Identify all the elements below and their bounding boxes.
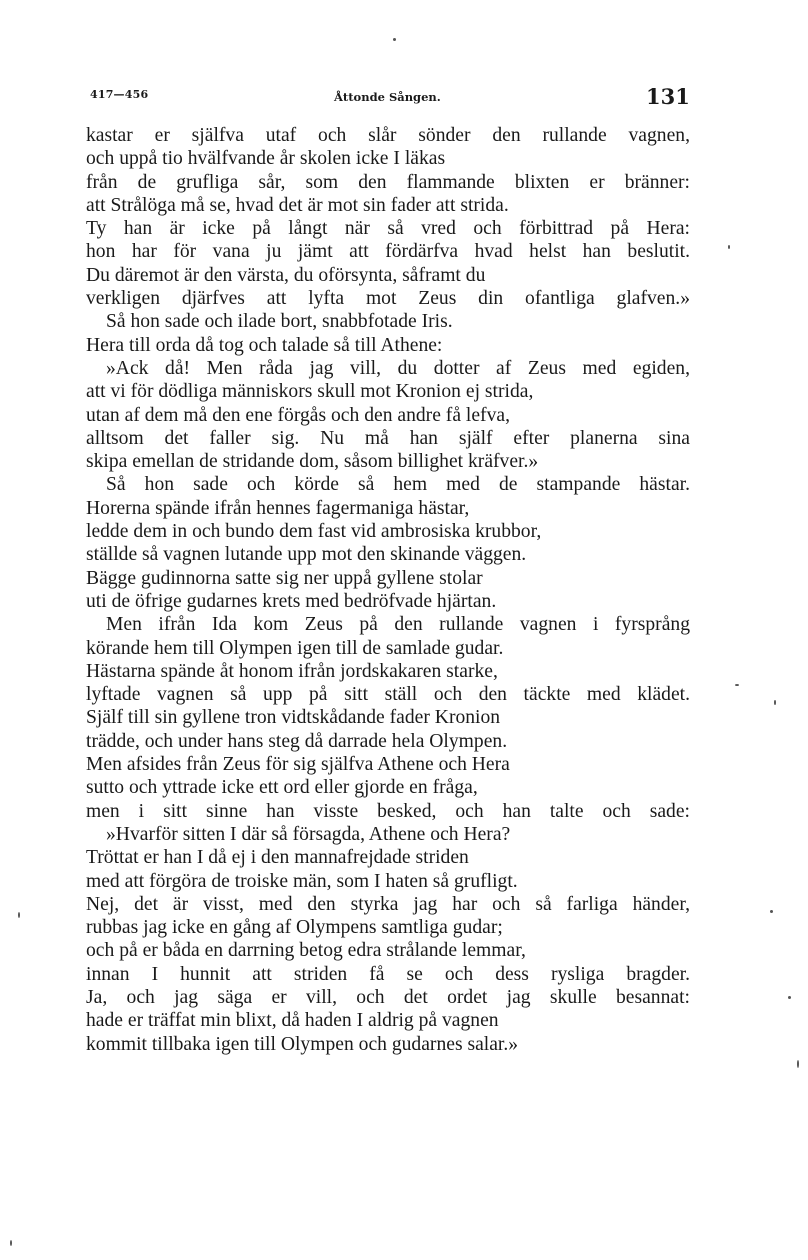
text-line: uti de öfrige gudarnes krets med bedröfvade hjärtan.	[86, 590, 497, 612]
text-line: Så hon sade och körde så hem med de stampande hästar.	[106, 474, 690, 496]
scan-speck	[18, 912, 20, 918]
text-line: kommit tillbaka igen till Olympen och gudarnes salar.»	[86, 1033, 519, 1055]
text-line: Hera till orda då tog och talade så till Athene:	[86, 334, 443, 356]
scan-speck	[735, 684, 739, 686]
text-line: utan af dem må den ene förgås och den andre få lefva,	[86, 404, 510, 426]
text-line: Så hon sade och ilade bort, snabbfotade Iris.	[106, 311, 453, 333]
page-number: 131	[646, 84, 690, 109]
text-line: ledde dem in och bundo dem fast vid ambrosiska krubbor,	[86, 521, 542, 543]
text-line: verkligen djärfves att lyfta mot Zeus din ofantliga glafven.»	[86, 288, 690, 310]
poem-body	[86, 124, 690, 1056]
scan-speck	[788, 996, 791, 999]
text-line: Men ifrån Ida kom Zeus på den rullande vagnen i fyrsprång	[106, 614, 690, 636]
text-line: ställde så vagnen lutande upp mot den skinande väggen.	[86, 544, 527, 566]
verse-range: 417—456	[90, 88, 149, 101]
scan-speck	[728, 245, 730, 249]
scan-speck	[10, 1240, 12, 1246]
text-line: Hästarna spände åt honom ifrån jordskakaren starke,	[86, 660, 498, 682]
scan-speck	[797, 1060, 799, 1068]
text-line: Tröttat er han I då ej i den mannafrejdade striden	[86, 847, 469, 869]
text-line: skipa emellan de stridande dom, såsom billighet kräfver.»	[86, 451, 539, 473]
text-line: körande hem till Olympen igen till de samlade gudar.	[86, 637, 504, 659]
text-line: Ty han är icke på långt när så vred och förbittrad på Hera:	[86, 218, 690, 240]
text-line: lyftade vagnen så upp på sitt ställ och den täckte med klädet.	[86, 684, 690, 706]
text-line: rubbas jag icke en gång af Olympens samtliga gudar;	[86, 917, 503, 939]
text-line: hon har för vana ju jämt att fördärfva hvad helst han beslutit.	[86, 241, 690, 263]
text-line: Själf till sin gyllene tron vidtskådande fader Kronion	[86, 707, 501, 729]
text-line: Men afsides från Zeus för sig själfva Athene och Hera	[86, 754, 510, 776]
text-line: Nej, det är visst, med den styrka jag har och så farliga händer,	[86, 893, 690, 915]
text-line: med att förgöra de troiske män, som I haten så grufligt.	[86, 870, 518, 892]
text-line: Ja, och jag säga er vill, och det ordet jag skulle besannat:	[86, 986, 690, 1008]
text-line: men i sitt sinne han visste besked, och han talte och sade:	[86, 800, 690, 822]
text-line: hade er träffat min blixt, då haden I aldrig på vagnen	[86, 1010, 499, 1032]
text-line: alltsom det faller sig. Nu må han själf efter planerna sina	[86, 427, 690, 449]
text-line: innan I hunnit att striden få se och dess rysliga bragder.	[86, 963, 690, 985]
text-line: och uppå tio hvälfvande år skolen icke I läkas	[86, 148, 446, 170]
text-line: sutto och yttrade icke ett ord eller gjorde en fråga,	[86, 777, 478, 799]
scan-speck	[774, 700, 776, 705]
text-line: »Ack då! Men råda jag vill, du dotter af Zeus med egiden,	[106, 357, 690, 379]
text-line: från de grufliga sår, som den flammande blixten er bränner:	[86, 171, 690, 193]
text-line: »Hvarför sitten I där så försagda, Athene och Hera?	[106, 823, 511, 845]
text-line: Du däremot är den värsta, du oförsynta, såframt du	[86, 264, 486, 286]
running-header	[0, 84, 808, 118]
text-line: kastar er själfva utaf och slår sönder den rullande vagnen,	[86, 125, 690, 146]
text-line: att vi för dödliga människors skull mot Kronion ej strida,	[86, 381, 534, 403]
text-line: och på er båda en darrning betog edra strålande lemmar,	[86, 940, 526, 962]
text-line: Horerna spände ifrån hennes fagermaniga hästar,	[86, 497, 470, 519]
text-line: trädde, och under hans steg då darrade hela Olympen.	[86, 730, 508, 752]
text-line: Bägge gudinnorna satte sig ner uppå gyllene stolar	[86, 567, 483, 589]
text-line: att Strålöga må se, hvad det är mot sin fader att strida.	[86, 194, 509, 216]
section-title: Åttonde Sången.	[334, 90, 441, 104]
scan-speck	[393, 38, 396, 41]
scan-speck	[770, 910, 773, 913]
